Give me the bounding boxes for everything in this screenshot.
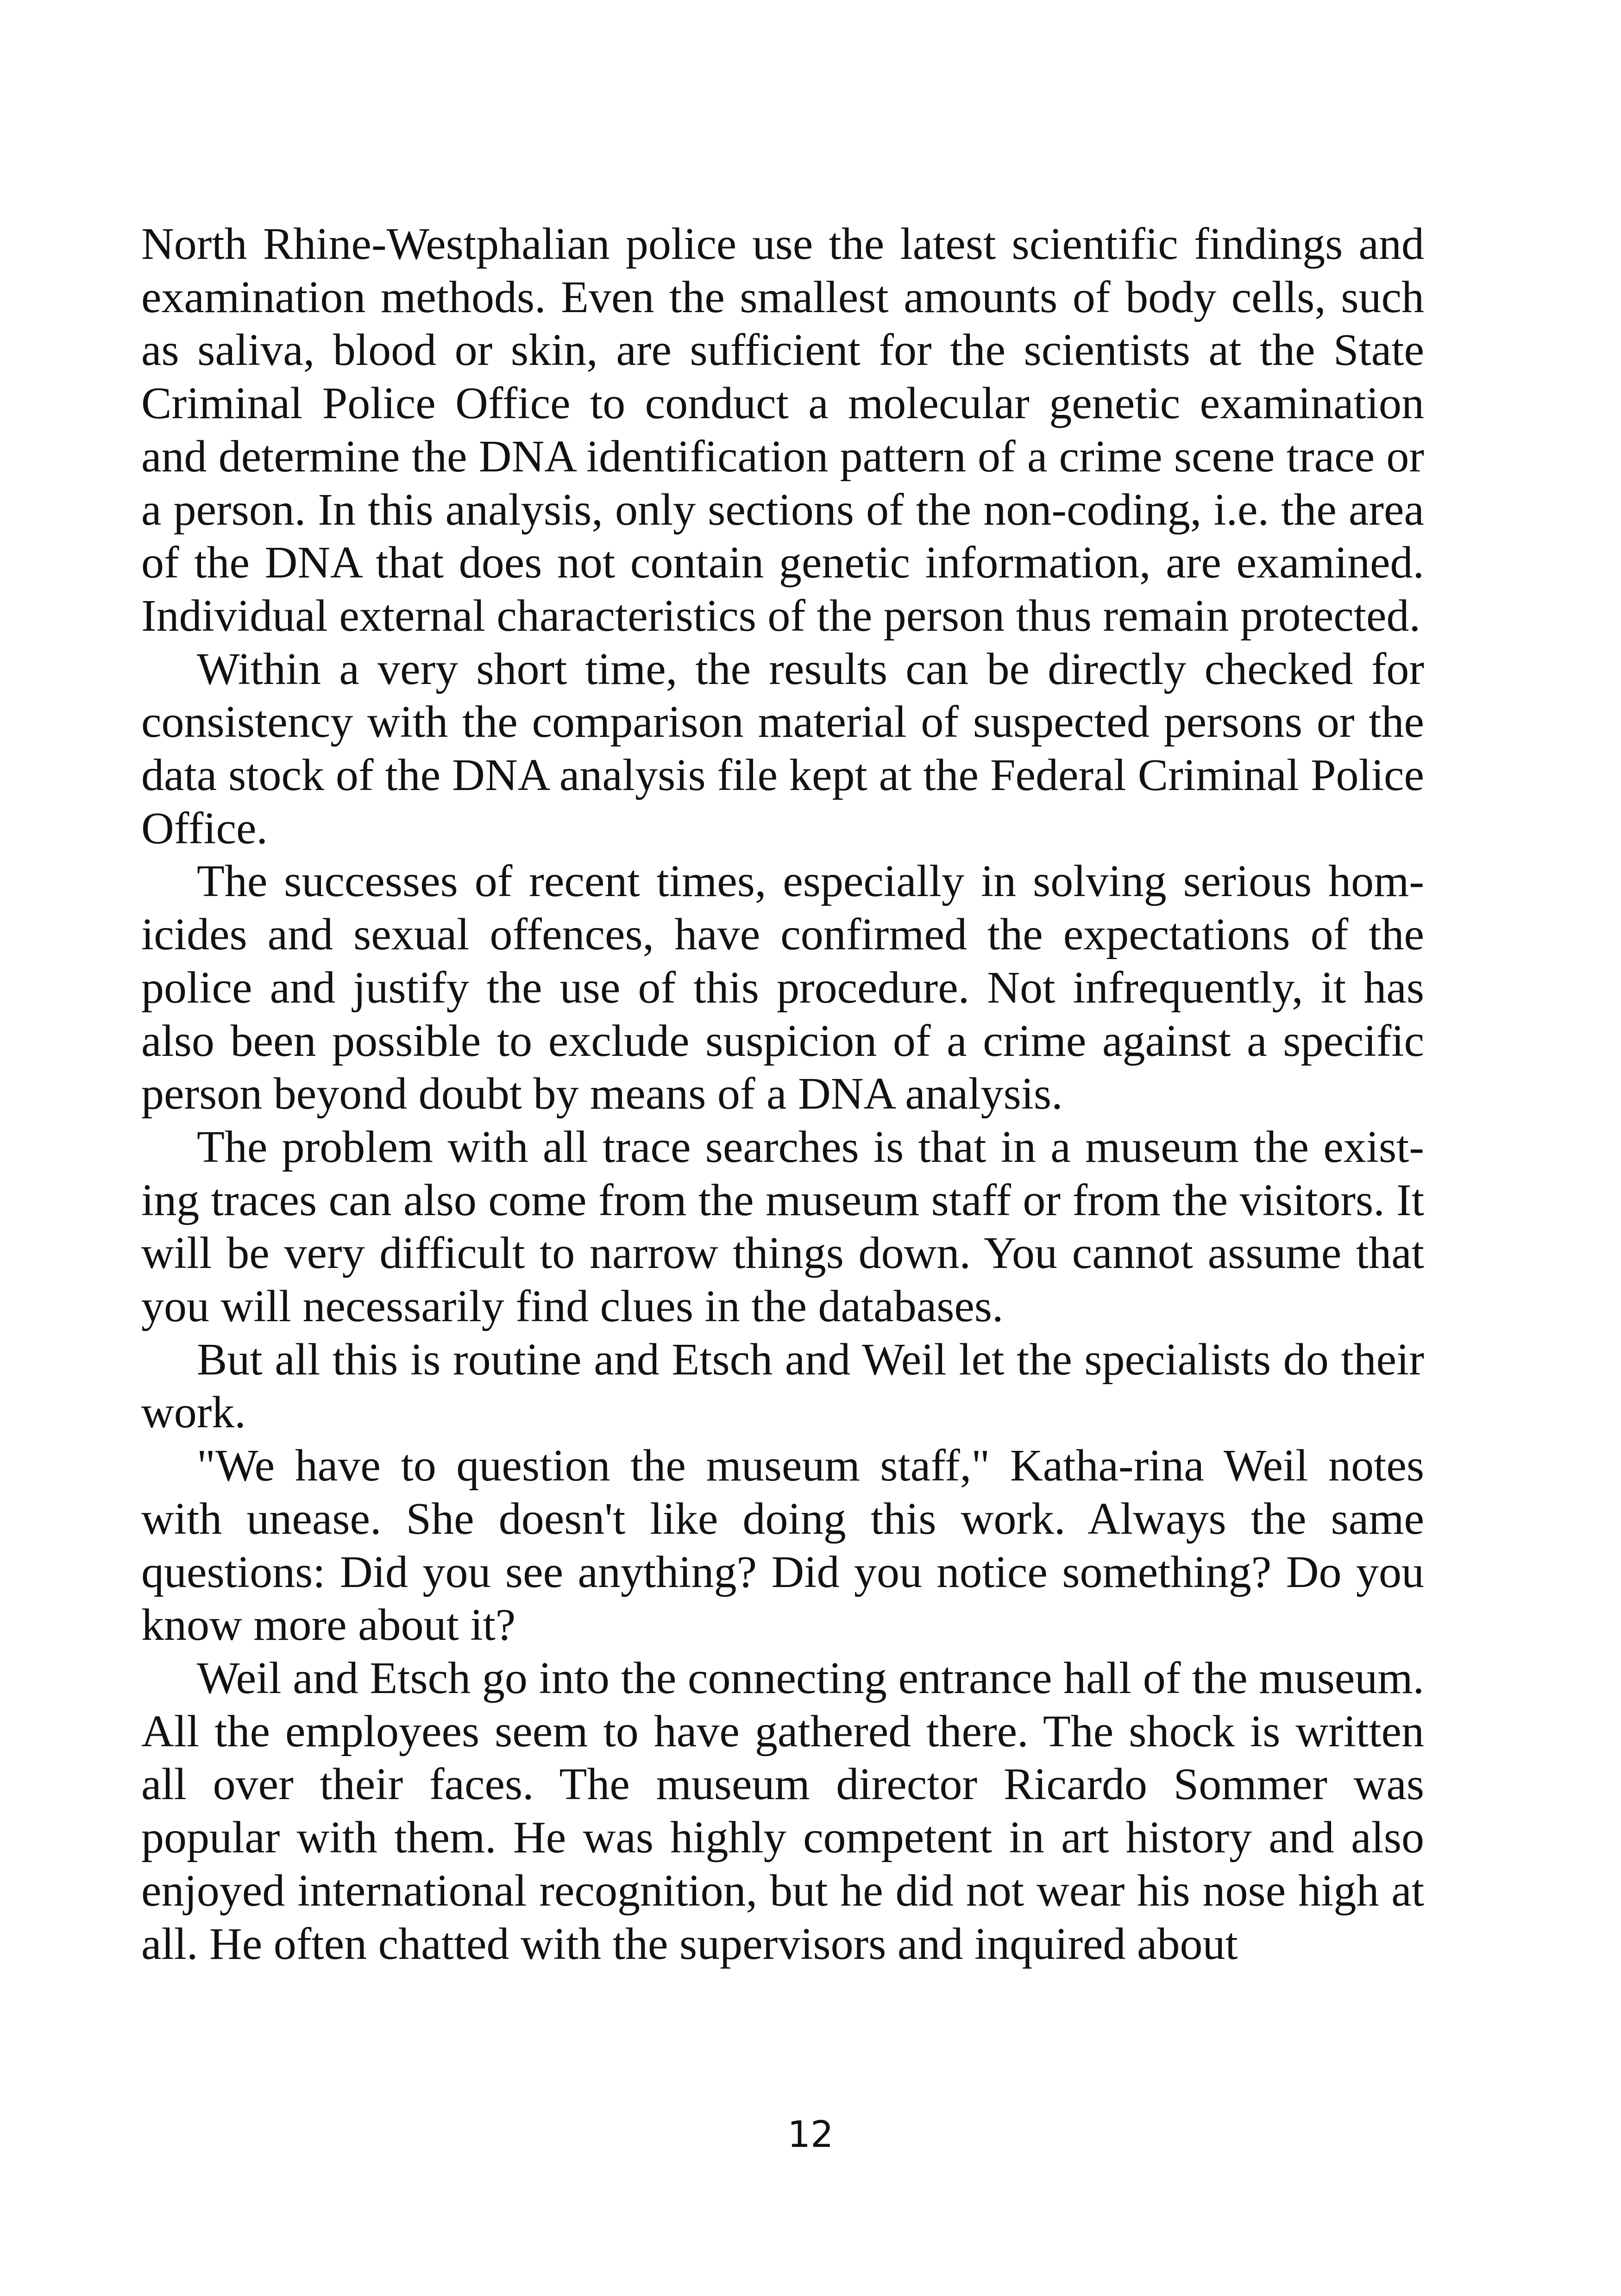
paragraph: "We have to question the museum staff," Katha-rina Weil notes with unease. She doesn't like doing this work. Always the same questions: Did you see anything? Did you notice something? Do you know more about it? <box>141 1441 1424 1650</box>
paragraph: North Rhine-Westphalian police use the latest scientific findings and examination methods. Even the smallest amounts of body cells, such as saliva, blood or skin, are sufficient for the scientists at the State Criminal Police Office to conduct a molecular genetic examination and determine the DNA identification pattern of a crime scene trace or a person. In this analysis, only sections of the non-coding, i.e. the area of the DNA that does not contain genetic information, are examined. Individual external characteristics of the person thus remain protected. <box>141 219 1424 641</box>
paragraph: The successes of recent times, especially in solving serious homicides and sexual offences, have confirmed the expectations of the police and justify the use of this procedure. Not infrequently, it has also been possible to exclude suspicion of a crime against a specific person beyond doubt by means of a DNA analysis. <box>141 856 1424 1119</box>
paragraph: The problem with all trace searches is that in a museum the existing traces can also come from the museum staff or from the visitors. It will be very difficult to narrow things down. You cannot assume that you will necessarily find clues in the databases. <box>141 1122 1424 1332</box>
body-text <box>141 218 1424 1970</box>
paragraph: Weil and Etsch go into the connecting entrance hall of the museum. All the employees seem to have gathered there. The shock is written all over their faces. The museum director Ricardo Sommer was popular with them. He was highly competent in art history and also enjoyed international recognition, but he did not wear his nose high at all. He often chatted with the supervisors and inquired about <box>141 1653 1424 1969</box>
page-number: 12 <box>787 2114 834 2156</box>
paragraph: Within a very short time, the results can be directly checked for consistency with the comparison material of suspected persons or the data stock of the DNA analysis file kept at the Federal Criminal Police Office. <box>141 644 1424 853</box>
paragraph: But all this is routine and Etsch and Weil let the specialists do their work. <box>141 1334 1424 1438</box>
